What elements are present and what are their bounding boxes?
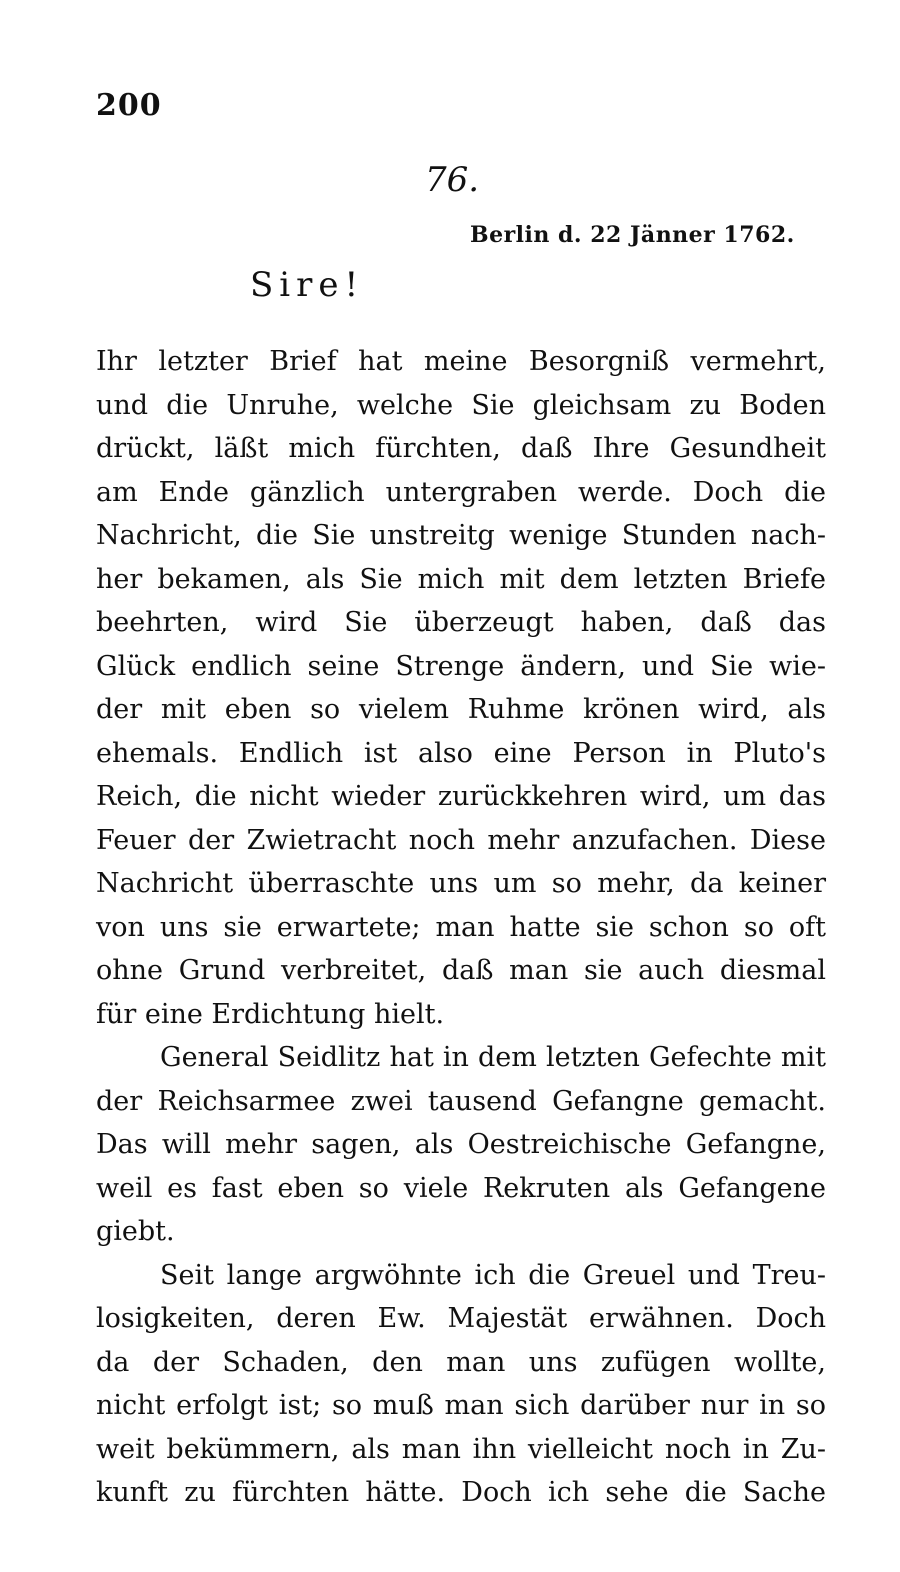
- text-line: Das will mehr sagen, als Oestreichische Gefangne,: [96, 1129, 826, 1160]
- text-line: giebt.: [96, 1216, 175, 1247]
- text-line: am Ende gänzlich untergraben werde. Doch die: [96, 476, 826, 508]
- text-line: für eine Erdichtung hielt.: [96, 998, 445, 1030]
- text-line: Seit lange argwöhnte ich die Greuel und Treu-: [160, 1259, 826, 1291]
- text-line: drückt, läßt mich fürchten, daß Ihre Gesundheit: [96, 433, 826, 464]
- text-line: von uns sie erwartete; man hatte sie schon so oft: [96, 911, 826, 943]
- salutation: Sire!: [250, 265, 365, 305]
- text-line: Glück endlich seine Strenge ändern, und Sie wie-: [96, 650, 826, 682]
- text-line: ohne Grund verbreitet, daß man sie auch diesmal: [96, 955, 826, 986]
- dateline: Berlin d. 22 Jänner 1762.: [470, 222, 795, 248]
- text-line: kunft zu fürchten hätte. Doch ich sehe die Sache: [96, 1477, 826, 1508]
- text-line: Feuer der Zwietracht noch mehr anzufachen. Diese: [96, 824, 826, 856]
- letter-body: [96, 340, 826, 1515]
- text-line: ehemals. Endlich ist also eine Person in Pluto's: [96, 737, 826, 769]
- text-line: Nachricht, die Sie unstreitg wenige Stunden nach-: [96, 520, 826, 551]
- text-line: losigkeiten, deren Ew. Majestät erwähnen. Doch: [96, 1303, 826, 1334]
- text-line: General Seidlitz hat in dem letzten Gefechte mit: [160, 1042, 826, 1073]
- text-line: Ihr letzter Brief hat meine Besorgniß vermehrt,: [96, 346, 826, 377]
- text-line: beehrten, wird Sie überzeugt haben, daß das: [96, 607, 826, 638]
- text-line: nicht erfolgt ist; so muß man sich darüber nur in so: [96, 1390, 826, 1421]
- text-line: und die Unruhe, welche Sie gleichsam zu Boden: [96, 389, 826, 421]
- text-line: Nachricht überraschte uns um so mehr, da keiner: [96, 868, 826, 899]
- page-number: 200: [96, 88, 162, 123]
- letter-number: 76.: [425, 160, 480, 200]
- text-line: Reich, die nicht wieder zurückkehren wird, um das: [96, 781, 826, 812]
- text-line: weil es fast eben so viele Rekruten als Gefangene: [96, 1172, 826, 1204]
- text-line: weit bekümmern, als man ihn vielleicht noch in Zu-: [96, 1433, 826, 1465]
- text-line: da der Schaden, den man uns zufügen wollte,: [96, 1346, 826, 1378]
- text-line: der mit eben so vielem Ruhme krönen wird, als: [96, 694, 826, 725]
- text-line: her bekamen, als Sie mich mit dem letzten Briefe: [96, 563, 826, 595]
- text-line: der Reichsarmee zwei tausend Gefangne gemacht.: [96, 1085, 826, 1117]
